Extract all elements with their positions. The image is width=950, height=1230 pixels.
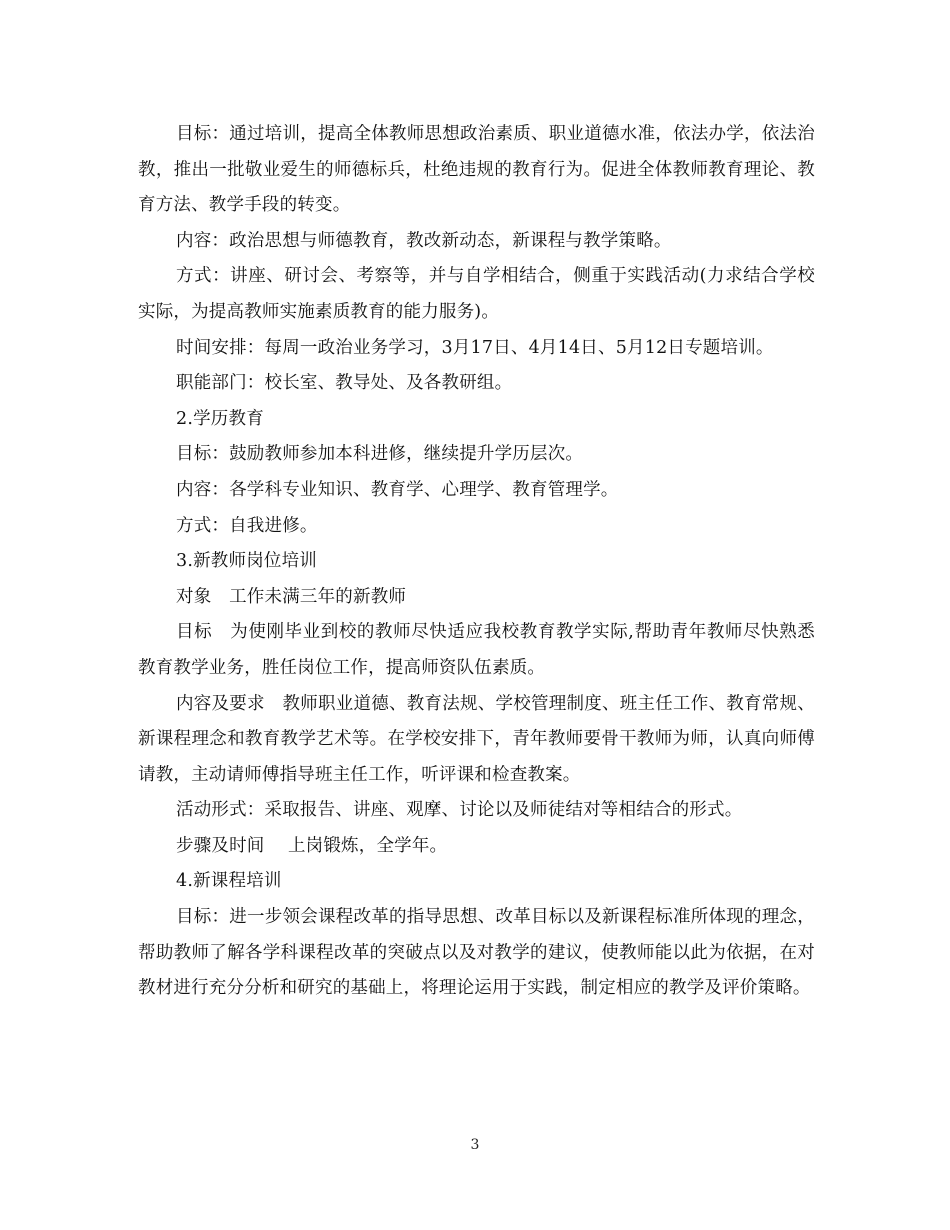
- paragraph-departments: 职能部门：校长室、教导处、及各教研组。: [176, 373, 513, 394]
- paragraph-training-goal: 目标：通过培训，提高全体教师思想政治素质、职业道德水准，依法办学，依法治教，推出一批敬业爱生的师德标兵，杜绝违规的教育行为。促进全体教师教育理论、教育方法、教学手段的转变。: [138, 124, 815, 216]
- paragraph-new-teacher-goal: 目标 为使刚毕业到校的教师尽快适应我校教育教学实际,帮助青年教师尽快熟悉教育教学业务，胜任岗位工作，提高师资队伍素质。: [138, 622, 815, 678]
- paragraph-activity-form: 活动形式：采取报告、讲座、观摩、讨论以及师徒结对等相结合的形式。: [176, 800, 743, 821]
- paragraph-education-goal: 目标：鼓励教师参加本科进修，继续提升学历层次。: [176, 444, 584, 465]
- paragraph-training-method: 方式：讲座、研讨会、考察等，并与自学相结合，侧重于实践活动(力求结合学校实际，为提高教师实施素质教育的能力服务)。: [138, 266, 815, 322]
- paragraph-new-teacher-target: 对象 工作未满三年的新教师: [176, 586, 407, 607]
- paragraph-steps-time: 步骤及时间 上岗锻炼，全学年。: [176, 835, 448, 856]
- paragraph-schedule: 时间安排：每周一政治业务学习，3月17日、4月14日、5月12日专题培训。: [176, 337, 774, 358]
- section-heading-education: 2.学历教育: [176, 408, 264, 429]
- paragraph-curriculum-goal: 目标：进一步领会课程改革的指导思想、改革目标以及新课程标准所体现的理念，帮助教师了解各学科课程改革的突破点以及对教学的建议，使教师能以此为依据，在对教材进行充分分析和研究的基础上，将理论运用于实践，制定相应的教学及评价策略。: [138, 907, 815, 999]
- paragraph-education-method: 方式：自我进修。: [176, 515, 318, 536]
- paragraph-new-teacher-requirements: 内容及要求 教师职业道德、教育法规、学校管理制度、班主任工作、教育常规、新课程理念和教育教学艺术等。在学校安排下，青年教师要骨干教师为师，认真向师傅请教，主动请师傅指导班主任工作，听评课和检查教案。: [138, 693, 815, 785]
- section-heading-new-teacher: 3.新教师岗位培训: [176, 551, 317, 572]
- document-body: [138, 117, 815, 1007]
- paragraph-education-content: 内容：各学科专业知识、教育学、心理学、教育管理学。: [176, 479, 619, 500]
- paragraph-training-content: 内容：政治思想与师德教育，教改新动态，新课程与教学策略。: [176, 230, 672, 251]
- page-number: 3: [470, 1137, 480, 1153]
- section-heading-new-curriculum: 4.新课程培训: [176, 871, 282, 892]
